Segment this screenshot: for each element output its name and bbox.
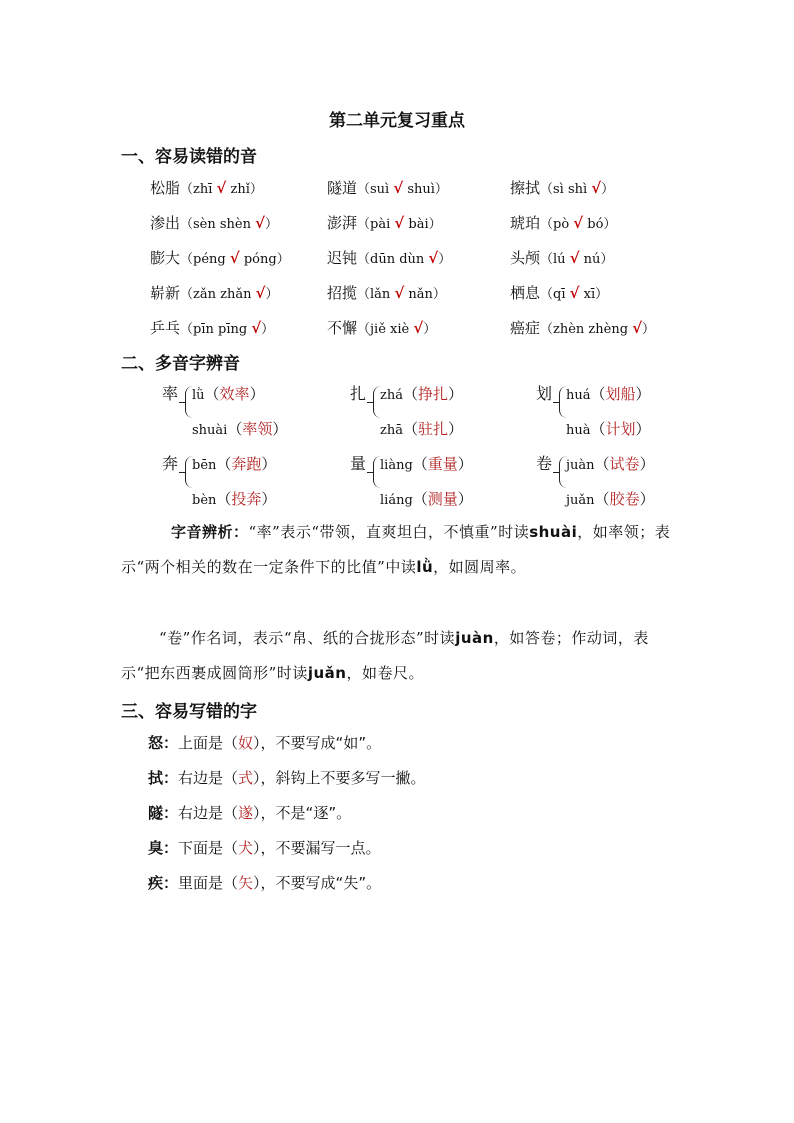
- analysis-text: ，如圆周率。: [433, 558, 527, 576]
- rule-highlight: 奴: [238, 734, 254, 752]
- pinyin-options: póng）: [239, 252, 290, 267]
- pinyin: juàn: [566, 458, 595, 473]
- paren-close: ）: [249, 385, 265, 403]
- check-mark-icon: √: [569, 284, 580, 302]
- rule-text: 里面是（: [178, 874, 239, 892]
- paren-open: （: [412, 490, 428, 508]
- pinyin: huà: [566, 423, 591, 438]
- check-mark-icon: √: [569, 249, 580, 267]
- pronunciation-item: [327, 178, 448, 200]
- paren-open: （: [216, 490, 232, 508]
- pinyin-options: ）: [423, 322, 437, 337]
- check-mark-icon: √: [229, 249, 240, 267]
- pinyin-options: （jiě xiè: [357, 322, 414, 337]
- pinyin-options: （zhèn zhèng: [540, 322, 633, 337]
- paren-close: ）: [635, 420, 651, 438]
- pinyin-options: ）: [265, 287, 279, 302]
- pinyin: zhā: [380, 423, 403, 438]
- pronunciation-item: [327, 248, 451, 270]
- polyphone-reading: [380, 454, 473, 476]
- polyphone-char: 扎: [350, 384, 367, 403]
- writing-rule: [148, 768, 426, 788]
- writing-rule: [148, 803, 351, 823]
- pronunciation-item: [510, 178, 614, 200]
- pronunciation-item: [150, 213, 278, 235]
- pinyin-options: nú）: [579, 252, 614, 267]
- pinyin: lǜ: [192, 388, 205, 403]
- check-mark-icon: √: [255, 284, 266, 302]
- paren-open: （: [590, 420, 606, 438]
- example-word: 率领: [242, 420, 273, 438]
- rule-text: ），斜钩上不要多写一撇。: [253, 769, 426, 787]
- check-mark-icon: √: [413, 319, 424, 337]
- pinyin: huá: [566, 388, 591, 403]
- rule-highlight: 式: [238, 769, 254, 787]
- rule-char: 隧：: [148, 804, 179, 822]
- pinyin-options: （sèn shèn: [180, 217, 256, 232]
- polyphone-reading: [192, 454, 276, 476]
- pinyin-options: zhǐ）: [226, 182, 263, 197]
- rule-text: ），不要漏写一点。: [253, 839, 381, 857]
- polyphone-char: 率: [162, 384, 179, 403]
- paren-open: （: [227, 420, 243, 438]
- paren-close: ）: [457, 490, 473, 508]
- example-word: 划船: [605, 385, 636, 403]
- check-mark-icon: √: [393, 179, 404, 197]
- pinyin-options: （pài: [357, 217, 395, 232]
- pronunciation-item: [150, 178, 263, 200]
- polyphone-reading: [380, 384, 463, 406]
- pinyin-options: ）: [642, 322, 656, 337]
- pronunciation-item: [150, 318, 274, 340]
- word: 头颅: [510, 249, 541, 267]
- writing-rule: [148, 838, 381, 858]
- polyphone-reading: [566, 384, 651, 406]
- pinyin: bēn: [192, 458, 217, 473]
- pinyin-options: （pò: [540, 217, 574, 232]
- pronunciation-item: [327, 213, 442, 235]
- word: 招揽: [327, 284, 358, 302]
- pinyin-options: ）: [601, 182, 615, 197]
- word: 迟钝: [327, 249, 358, 267]
- rule-text: 上面是（: [178, 734, 239, 752]
- rule-text: ），不要写成“如”。: [253, 734, 382, 752]
- rule-char: 臭：: [148, 839, 179, 857]
- word: 栖息: [510, 284, 541, 302]
- analysis-lead: 字音辨析：: [171, 523, 249, 541]
- section2-heading: 二、多音字辨音: [121, 354, 240, 374]
- example-word: 投奔: [231, 490, 262, 508]
- pronunciation-item: [150, 283, 278, 305]
- example-word: 测量: [427, 490, 458, 508]
- paren-close: ）: [639, 490, 655, 508]
- rule-highlight: 矢: [238, 874, 254, 892]
- analysis-text: ，如答卷；作动词，表示“把东西裹成圆筒形”时读: [121, 629, 649, 682]
- analysis-text: ，如率领；表示“两个相关的数在一定条件下的比值”中读: [121, 523, 671, 576]
- paren-close: ）: [639, 455, 655, 473]
- pinyin-juan4: juàn: [455, 629, 494, 647]
- check-mark-icon: √: [573, 214, 584, 232]
- pinyin-juan3: juǎn: [307, 664, 347, 682]
- analysis-paragraph-1: [121, 515, 677, 585]
- pinyin-options: （suì: [357, 182, 394, 197]
- check-mark-icon: √: [251, 319, 262, 337]
- pinyin-options: （lú: [540, 252, 570, 267]
- paren-open: （: [216, 455, 232, 473]
- pinyin-options: （dūn dùn: [357, 252, 429, 267]
- pinyin-options: nǎn）: [404, 287, 446, 302]
- example-word: 驻扎: [418, 420, 449, 438]
- polyphone-char: 卷: [536, 454, 553, 473]
- check-mark-icon: √: [394, 284, 405, 302]
- pinyin-options: bài）: [404, 217, 442, 232]
- pinyin: liàng: [380, 458, 413, 473]
- pinyin-options: xī）: [579, 287, 609, 302]
- analysis-text: “率”表示“带领，直爽坦白，不慎重”时读: [248, 523, 530, 541]
- check-mark-icon: √: [428, 249, 439, 267]
- pinyin-options: ）: [438, 252, 452, 267]
- rule-text: 右边是（: [178, 804, 239, 822]
- polyphone-reading: [380, 489, 473, 511]
- analysis-text: ，如卷尺。: [346, 664, 424, 682]
- pinyin-options: bó）: [583, 217, 617, 232]
- example-word: 重量: [427, 455, 458, 473]
- check-mark-icon: √: [632, 319, 643, 337]
- word: 澎湃: [327, 214, 358, 232]
- word: 琥珀: [510, 214, 541, 232]
- rule-text: ），不要写成“失”。: [253, 874, 382, 892]
- writing-rule: [148, 733, 381, 753]
- paren-open: （: [402, 385, 418, 403]
- paren-open: （: [204, 385, 220, 403]
- polyphone-reading: [192, 384, 265, 406]
- paren-close: ）: [261, 455, 277, 473]
- pronunciation-item: [510, 283, 608, 305]
- polyphone-reading: [192, 489, 276, 511]
- pinyin: liáng: [380, 493, 413, 508]
- word: 渗出: [150, 214, 181, 232]
- word: 崭新: [150, 284, 181, 302]
- paren-open: （: [590, 385, 606, 403]
- check-mark-icon: √: [255, 214, 265, 232]
- pronunciation-item: [510, 318, 655, 340]
- word: 不懈: [327, 319, 358, 337]
- paren-close: ）: [261, 490, 277, 508]
- pinyin-options: ）: [261, 322, 275, 337]
- polyphone-reading: [566, 454, 655, 476]
- polyphone-char: 划: [536, 384, 553, 403]
- paren-close: ）: [448, 385, 464, 403]
- section3-heading: 三、容易写错的字: [121, 702, 257, 722]
- paren-open: （: [594, 455, 610, 473]
- polyphone-reading: [380, 419, 463, 441]
- pronunciation-item: [150, 248, 290, 270]
- pinyin-options: （pīn pīng: [180, 322, 252, 337]
- paren-close: ）: [457, 455, 473, 473]
- word: 乒乓: [150, 319, 181, 337]
- rule-highlight: 犬: [238, 839, 254, 857]
- analysis-paragraph-2: [121, 621, 677, 691]
- rule-char: 怒：: [148, 734, 179, 752]
- paren-open: （: [402, 420, 418, 438]
- pronunciation-item: [510, 213, 616, 235]
- example-word: 试卷: [609, 455, 640, 473]
- analysis-text: “卷”作名词，表示“帛、纸的合拢形态”时读: [159, 629, 456, 647]
- example-word: 计划: [605, 420, 636, 438]
- example-word: 胶卷: [609, 490, 640, 508]
- polyphone-reading: [192, 419, 287, 441]
- polyphone-reading: [566, 419, 651, 441]
- rule-text: 右边是（: [178, 769, 239, 787]
- word: 膨大: [150, 249, 181, 267]
- pinyin-options: （péng: [180, 252, 230, 267]
- pinyin: juǎn: [566, 493, 595, 508]
- pronunciation-item: [510, 248, 613, 270]
- check-mark-icon: √: [591, 179, 602, 197]
- word: 隧道: [327, 179, 358, 197]
- polyphone-char: 量: [350, 454, 367, 473]
- page-title: 第二单元复习重点: [329, 111, 465, 131]
- paren-open: （: [594, 490, 610, 508]
- check-mark-icon: √: [394, 214, 405, 232]
- check-mark-icon: √: [216, 179, 227, 197]
- paren-close: ）: [635, 385, 651, 403]
- rule-text: 下面是（: [178, 839, 239, 857]
- paren-close: ）: [272, 420, 288, 438]
- rule-char: 疾：: [148, 874, 179, 892]
- pronunciation-item: [327, 283, 446, 305]
- example-word: 挣扎: [418, 385, 449, 403]
- rule-char: 拭：: [148, 769, 179, 787]
- word: 松脂: [150, 179, 181, 197]
- rule-highlight: 遂: [238, 804, 254, 822]
- pinyin-options: （zhī: [180, 182, 217, 197]
- pinyin-shuai: shuài: [529, 523, 578, 541]
- writing-rule: [148, 873, 381, 893]
- pinyin-options: （sì shì: [540, 182, 592, 197]
- pinyin-options: ）: [265, 217, 279, 232]
- word: 癌症: [510, 319, 541, 337]
- pinyin-options: （qī: [540, 287, 570, 302]
- pinyin: bèn: [192, 493, 217, 508]
- polyphone-reading: [566, 489, 655, 511]
- pinyin: zhá: [380, 388, 403, 403]
- paren-close: ）: [448, 420, 464, 438]
- section1-heading: 一、容易读错的音: [121, 147, 257, 167]
- paren-open: （: [412, 455, 428, 473]
- polyphone-char: 奔: [162, 454, 179, 473]
- example-word: 奔跑: [231, 455, 262, 473]
- example-word: 效率: [219, 385, 250, 403]
- pinyin-lv: lǜ: [416, 558, 434, 576]
- pronunciation-item: [327, 318, 436, 340]
- word: 擦拭: [510, 179, 541, 197]
- pinyin-options: shuì）: [403, 182, 448, 197]
- pinyin-options: （zǎn zhǎn: [180, 287, 256, 302]
- pinyin-options: （lǎn: [357, 287, 395, 302]
- pinyin: shuài: [192, 423, 228, 438]
- rule-text: ），不是“逐”。: [253, 804, 352, 822]
